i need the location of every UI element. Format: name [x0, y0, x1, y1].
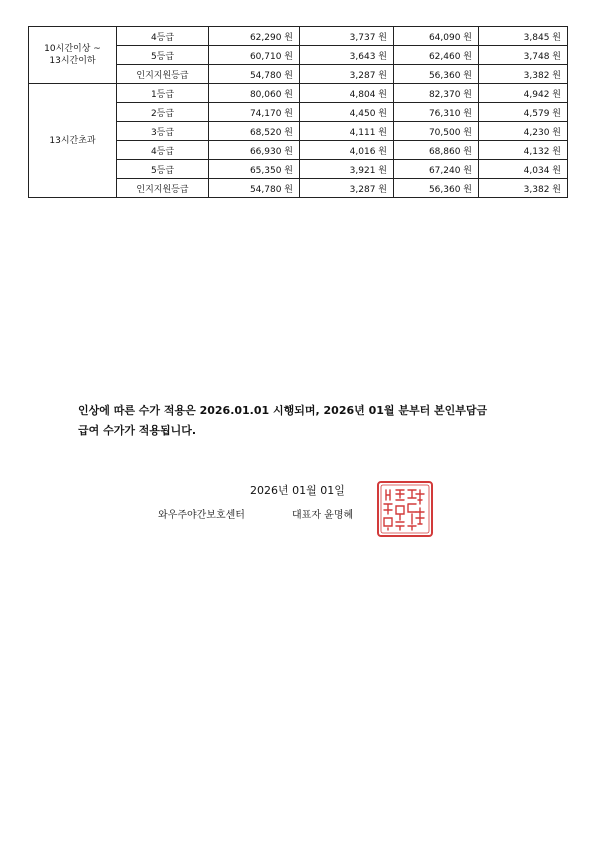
official-seal-stamp	[376, 480, 434, 538]
copay-cell: 3,382 원	[479, 179, 568, 198]
fee-cell: 64,090 원	[394, 27, 479, 46]
copay-cell: 4,942 원	[479, 84, 568, 103]
fee-cell: 80,060 원	[209, 84, 300, 103]
copay-cell: 4,111 원	[300, 122, 394, 141]
copay-cell: 3,845 원	[479, 27, 568, 46]
group-label: 10시간이상 ~ 13시간이하	[29, 27, 117, 84]
fee-cell: 66,930 원	[209, 141, 300, 160]
fee-cell: 56,360 원	[394, 179, 479, 198]
fee-cell: 62,290 원	[209, 27, 300, 46]
issue-date: 2026년 01월 01일	[250, 484, 345, 497]
copay-cell: 4,804 원	[300, 84, 394, 103]
fee-cell: 62,460 원	[394, 46, 479, 65]
grade-cell: 5등급	[117, 160, 209, 179]
fee-cell: 68,520 원	[209, 122, 300, 141]
organization-name: 와우주야간보호센터	[158, 510, 245, 521]
copay-cell: 3,287 원	[300, 65, 394, 84]
grade-cell: 인지지원등급	[117, 65, 209, 84]
fee-cell: 54,780 원	[209, 179, 300, 198]
grade-cell: 4등급	[117, 27, 209, 46]
copay-cell: 4,579 원	[479, 103, 568, 122]
grade-cell: 1등급	[117, 84, 209, 103]
grade-cell: 인지지원등급	[117, 179, 209, 198]
fee-table	[28, 26, 568, 198]
notice-text	[78, 401, 538, 441]
copay-cell: 4,230 원	[479, 122, 568, 141]
table-row	[29, 84, 568, 103]
fee-cell: 76,310 원	[394, 103, 479, 122]
group-label: 13시간초과	[29, 84, 117, 198]
copay-cell: 4,450 원	[300, 103, 394, 122]
copay-cell: 3,287 원	[300, 179, 394, 198]
fee-cell: 54,780 원	[209, 65, 300, 84]
copay-cell: 3,921 원	[300, 160, 394, 179]
fee-cell: 67,240 원	[394, 160, 479, 179]
fee-cell: 74,170 원	[209, 103, 300, 122]
grade-cell: 4등급	[117, 141, 209, 160]
fee-cell: 60,710 원	[209, 46, 300, 65]
notice-line: 인상에 따른 수가 적용은 2026.01.01 시행되며, 2026년 01월 분부터 본인부담금	[78, 404, 488, 417]
fee-cell: 56,360 원	[394, 65, 479, 84]
copay-cell: 3,382 원	[479, 65, 568, 84]
grade-cell: 2등급	[117, 103, 209, 122]
copay-cell: 4,034 원	[479, 160, 568, 179]
grade-cell: 3등급	[117, 122, 209, 141]
copay-cell: 4,016 원	[300, 141, 394, 160]
fee-cell: 68,860 원	[394, 141, 479, 160]
fee-cell: 70,500 원	[394, 122, 479, 141]
copay-cell: 3,748 원	[479, 46, 568, 65]
table-row	[29, 27, 568, 46]
fee-cell: 65,350 원	[209, 160, 300, 179]
grade-cell: 5등급	[117, 46, 209, 65]
fee-cell: 82,370 원	[394, 84, 479, 103]
notice-line: 급여 수가가 적용됩니다.	[78, 424, 197, 437]
copay-cell: 3,643 원	[300, 46, 394, 65]
representative-name: 대표자 윤명혜	[292, 510, 354, 521]
copay-cell: 4,132 원	[479, 141, 568, 160]
copay-cell: 3,737 원	[300, 27, 394, 46]
